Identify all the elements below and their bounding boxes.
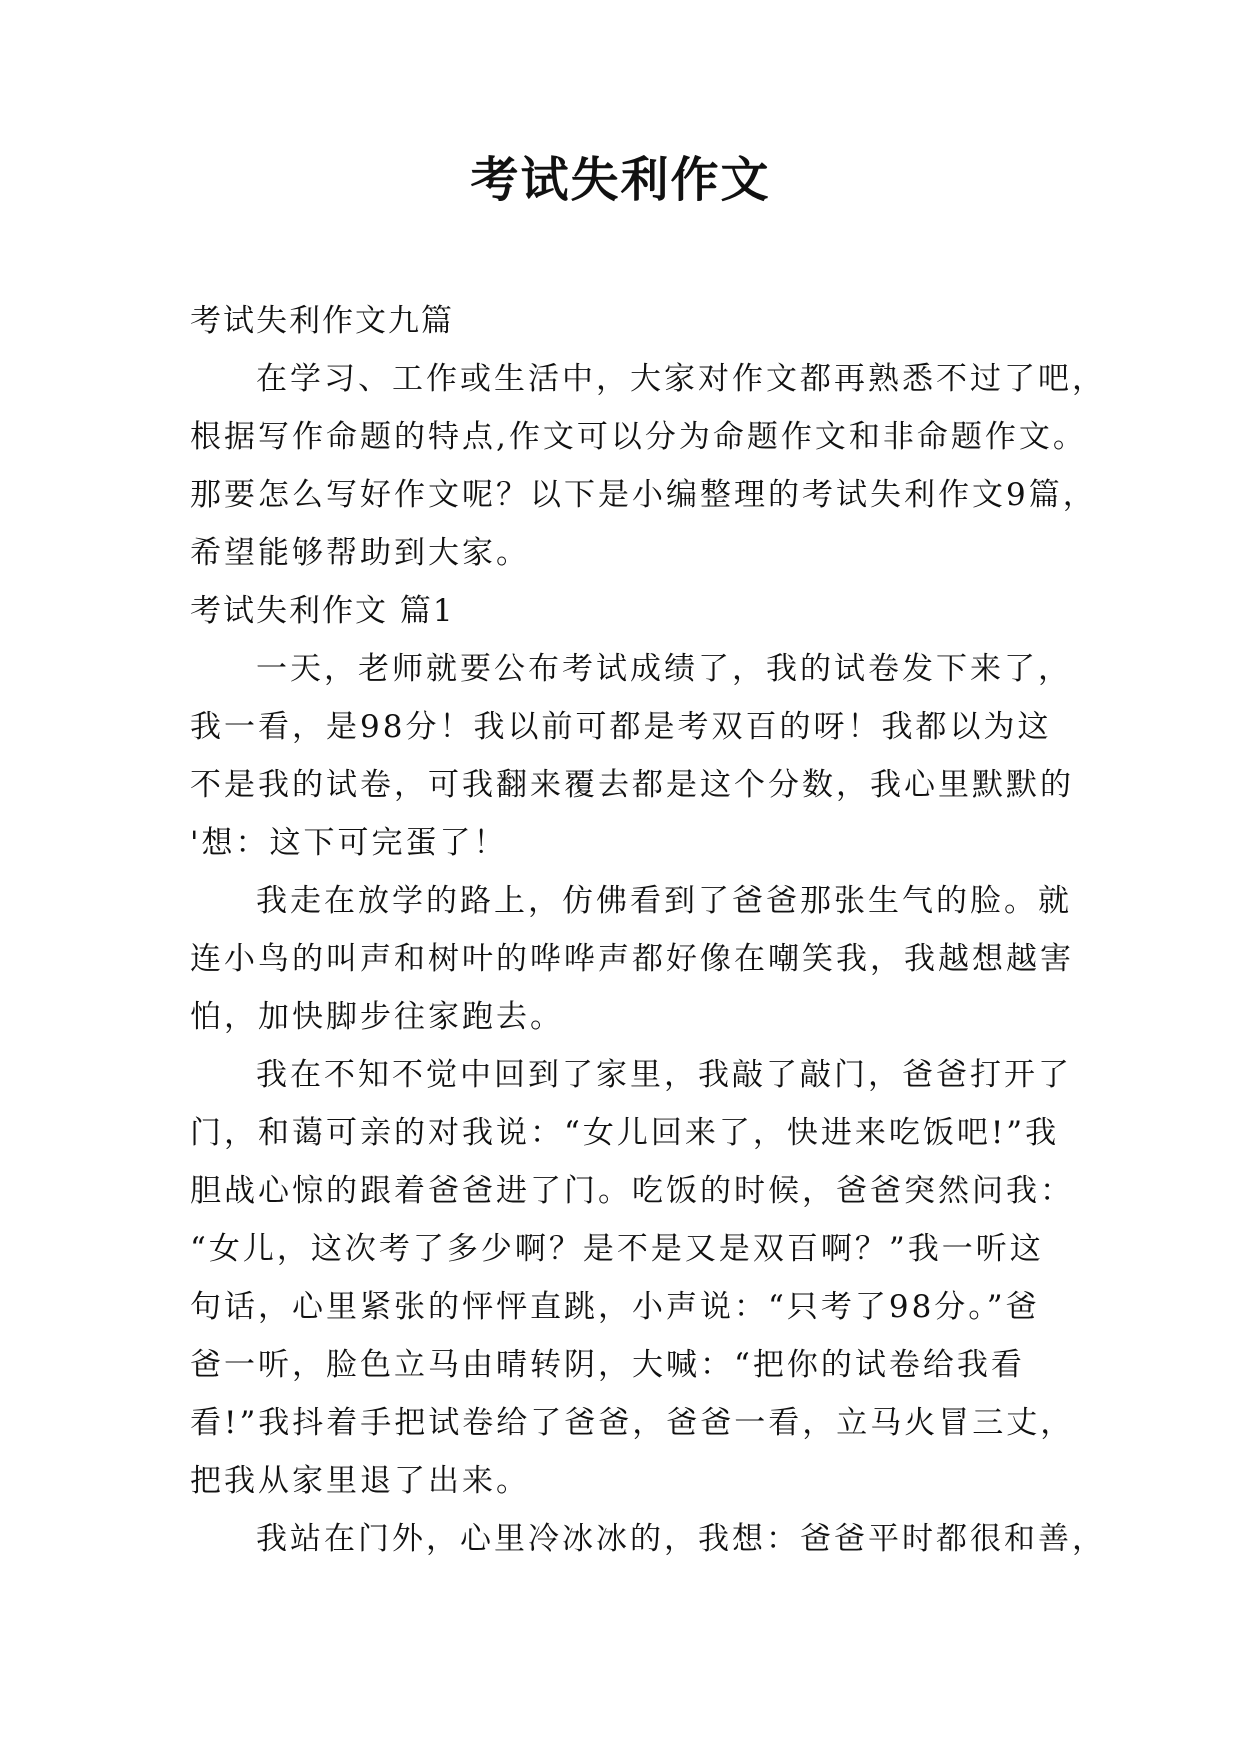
text-line: 爸一听，脸色立马由晴转阴，大喊：“把你的试卷给我看: [190, 1347, 1025, 1383]
text-line: “女儿，这次考了多少啊？是不是又是双百啊？”我一听这: [190, 1231, 1044, 1267]
text-line: 胆战心惊的跟着爸爸进了门。吃饭的时候，爸爸突然问我：: [190, 1173, 1074, 1209]
section-heading: 考试失利作文九篇: [190, 303, 454, 339]
text-line: 一天，老师就要公布考试成绩了，我的试卷发下来了，: [256, 651, 1072, 687]
text-line: 不是我的试卷，可我翻来覆去都是这个分数，我心里默默的: [190, 767, 1074, 803]
text-line: 我走在放学的路上，仿佛看到了爸爸那张生气的脸。就: [256, 883, 1072, 919]
section-heading: 考试失利作文 篇1: [190, 593, 455, 629]
text-line: 我站在门外，心里冷冰冰的，我想：爸爸平时都很和善，: [256, 1521, 1106, 1557]
text-line: 看!”我抖着手把试卷给了爸爸，爸爸一看，立马火冒三丈，: [190, 1405, 1075, 1441]
text-line: 希望能够帮助到大家。: [190, 535, 530, 571]
text-line: 把我从家里退了出来。: [190, 1463, 530, 1499]
document-body: [190, 292, 1106, 1568]
text-line: '想：这下可完蛋了！: [190, 825, 508, 861]
text-line: 句话，心里紧张的怦怦直跳，小声说：“只考了98分。”爸: [190, 1289, 1040, 1325]
text-line: 那要怎么写好作文呢？以下是小编整理的考试失利作文9篇，: [190, 477, 1097, 513]
text-line: 连小鸟的叫声和树叶的哗哗声都好像在嘲笑我，我越想越害: [190, 941, 1074, 977]
text-line: 根据写作命题的特点,作文可以分为命题作文和非命题作文。: [190, 419, 1087, 455]
text-line: 我在不知不觉中回到了家里，我敲了敲门，爸爸打开了: [256, 1057, 1072, 1093]
document-title: 考试失利作文: [470, 152, 771, 208]
text-line: 怕，加快脚步往家跑去。: [190, 999, 564, 1035]
text-line: 在学习、工作或生活中，大家对作文都再熟悉不过了吧，: [256, 361, 1106, 397]
text-line: 我一看，是98分！我以前可都是考双百的呀！我都以为这: [190, 709, 1052, 745]
text-line: 门，和蔼可亲的对我说：“女儿回来了，快进来吃饭吧!”我: [190, 1115, 1060, 1151]
